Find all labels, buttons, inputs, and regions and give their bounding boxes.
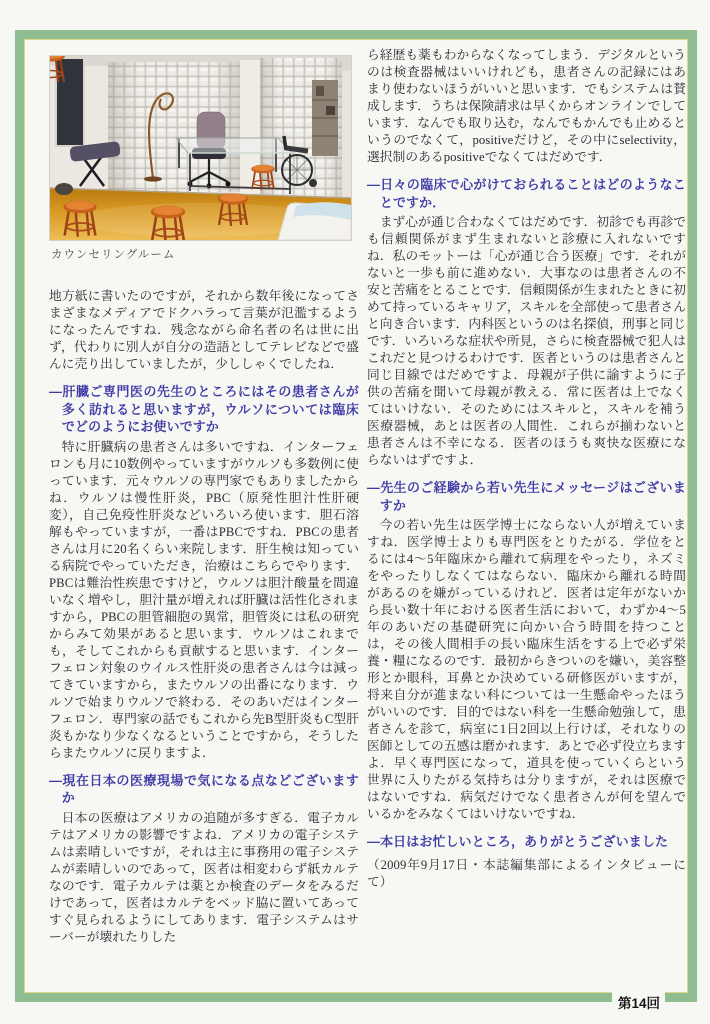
article-column-left xyxy=(49,288,359,946)
article-paragraph: （2009年9月17日・本誌編集部によるインタビューにて） xyxy=(367,857,686,889)
article-paragraph: 今の若い先生は医学博士にならない人が増えていますね．医学博士よりも専門医をとりたがる．学位をとるには4～5年臨床から離れて病理をやったり，ネズミをやったりしなくてはならない．臨床から離れる時間があるのを嫌がっているけれど．医者は定年がないから長い数十年における医者生活において，わずか4～5年のあいだの基礎研究に向かい合う時間を持つことは，その後人間相手の長い臨床生活をする上で必ず栄養・糧になるのです．最初からきついのを嫌い，美容整形とか眼科，耳鼻とか決めている研修医がいますが，将来自分が進まない科については一生懸命やったほうがいいのです．目的ではない科を一生懸命勉強して，患者さんを診て，病室に1日2回以上行けば，それなりの医師としての五感は磨かれます．あとで必ず役立ちますよ．早く専門医になって，道具を使っていくらという世界に入りたがる気持ちは分りますが，それは医療ではないですね．病気だけでなく患者さんが何を望んでいるかをみなくてはいけないですね． xyxy=(367,518,686,821)
bed-shape xyxy=(278,202,351,240)
interview-question-heading: —本日はお忙しいところ，ありがとうございました xyxy=(367,834,669,849)
interview-question-heading: —先生のご経験から若い先生にメッセージはございますか xyxy=(367,480,686,513)
interview-question-heading: —現在日本の医療現場で気になる点などございますか xyxy=(49,772,359,805)
article-paragraph: ら経歴も薬もわからなくなってしまう．デジタルというのは検査器械はいいけれども，患者さんの記録にはあまり使わないほうがいいと思います．でもシステムは賛成します．うちは保険請求は早くからオンラインでしています．なんでも取り込む，なんでもかんでも止めるというのでなくて，positiveだけど，その中にselectivity，選択制のあるpositiveでなくてはだめです． xyxy=(367,48,686,164)
photo-illustration xyxy=(50,56,351,240)
installment-number: 第14回 xyxy=(612,991,665,1014)
article-paragraph: 特に肝臓病の患者さんは多いですね．インターフェロンも月に10数例やっていますがウルソも多数例に使っています．元々ウルソの専門家でもありましたからね．ウルソは慢性肝炎，PBC（原発性胆汁性肝硬変），自己免疫性肝炎などいろいろ使います．胆石溶解もやっていますが，一番はPBCですね．PBCの患者さんは月に20名くらい来院します．肝生検は知っている病院でやっていただき，治療はこちらでやります．PBCは難治性疾患ですけど，ウルソは胆汁酸量を間違いなく増やし，胆汁量が増えれば肝臓は活性化されますから，PBCの胆管細胞の異常，胆管炎には私の研究からみて効果があると思います．ウルソはこれまでも，そしてこれからも貢献すると思います．インターフェロン対象のウイルス性肝炎の患者さんは今は減ってきていますから，またウルソの出番になります．ウルソで始まりウルソで終わる．そのあいだはインターフェロン．専門家の話でもこれから先B型肝炎もC型肝炎もかなり少なくなるということですから，そうしたらまたウルソに戻りますよ． xyxy=(49,439,359,760)
bag-shape xyxy=(55,183,73,195)
article-paragraph: 日本の医療はアメリカの追随が多すぎる．電子カルテはアメリカの影響ですよね．アメリカの電子システムは素晴しいですが，それは主に事務用の電子システムが素晴しいのであって，医者は相変わらず紙カルテなのです．電子カルテは薬とか検査のデータをみるだけであって，医者はカルテをベッド脇に置いてあってすぐ見られるようにしてあります．電子システムはサーバーが壊れたりした xyxy=(49,810,359,944)
article-column-right xyxy=(367,47,686,891)
interview-question-heading: —肝臓ご専門医の先生のところにはその患者さんが多く訪れると思いますが，ウルソについては臨床でどのようにお使いですか xyxy=(49,384,359,434)
article-paragraph: 地方紙に書いたのですが，それから数年後になってさまざまなメディアでドクハラって言葉が氾濫するようになったんですね．残念ながら命名者の名は世に出ず，代わりに別人が自分の造語としてテレビなどで盛んに売り出していましたが，少ししゃくでしたね． xyxy=(49,289,359,371)
interview-question-heading: —日々の臨床で心がけておられることはどのようなことですか． xyxy=(367,177,686,210)
counseling-room-photo xyxy=(49,55,352,241)
article-paragraph: まず心が通じ合わなくてはだめです．初診でも再診でも信頼関係がまず生まれないと診療に入れないですね．私のモットーは「心が通じ合う医療」です．それがないと一歩も前に進めない．大事なのは患者さんの不安と苦痛をとることです．信頼関係が生まれたときに初めて持っているキャリア，スキルを全部使って患者さんと向き合います．内科医というのは名探偵，刑事と同じです．いろいろな症状や所見，さらに検査器械で犯人はこれだと見つけるわけです．医者というのは患者さんと同じ目線ではだめですよ．母親が子供に諭すように子供の苦痛を聞いて母親が教える．常に医者は上でなくてはいけない．そのためにはスキルと，スキルを補う医療器械，あとは医者の人間性．これらが揃わないと患者さんは不幸になる．医者のほうも爽快な医療にならないはずですよ． xyxy=(367,215,686,467)
photo-caption: カウンセリングルーム xyxy=(51,249,176,261)
